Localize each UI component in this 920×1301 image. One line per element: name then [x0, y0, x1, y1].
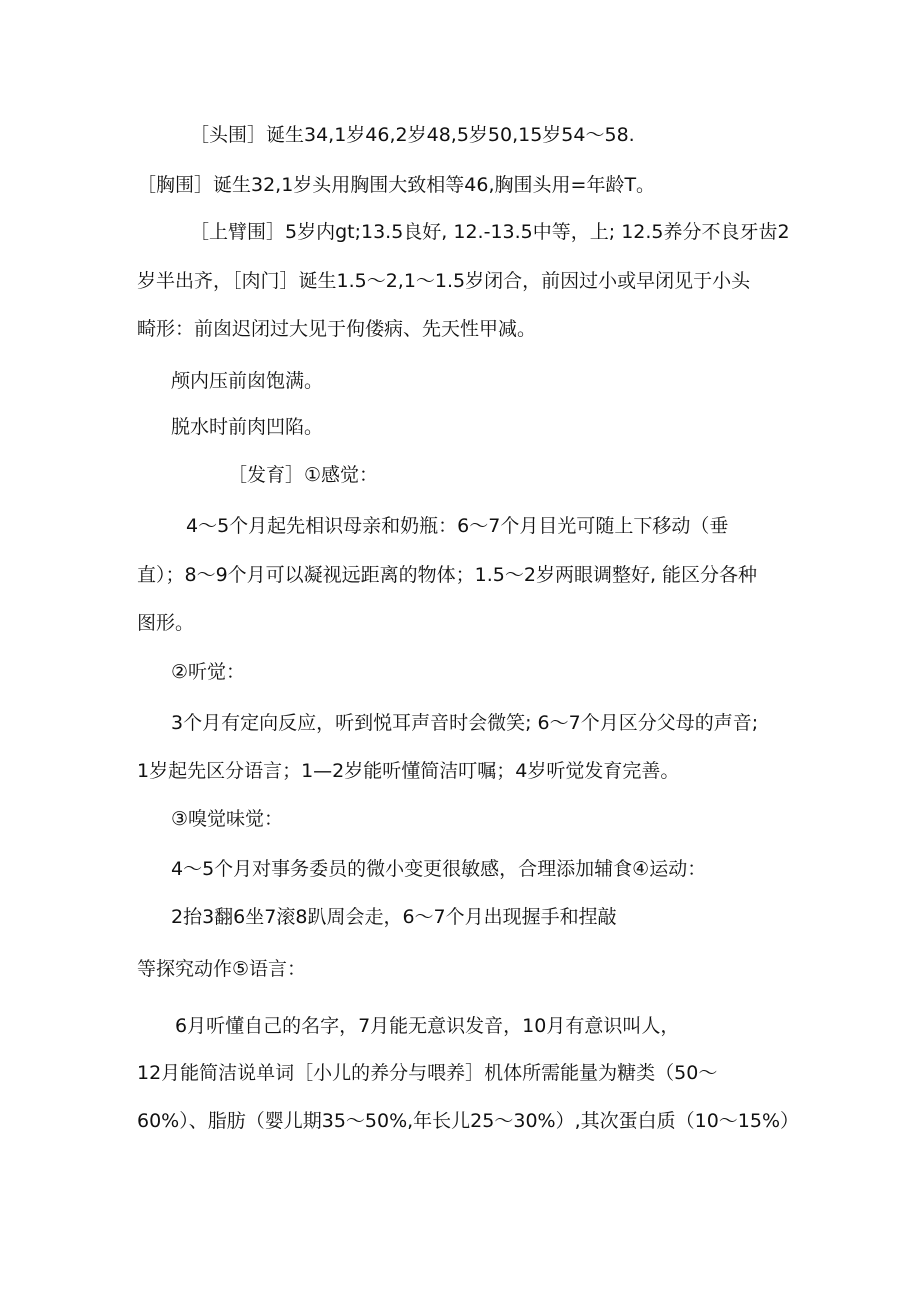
- text-line-nutrition-2: 60%）、脂肪（婴儿期35〜50%,年长儿25〜30%）,其次蛋白质（10〜15%）: [137, 1110, 800, 1132]
- text-line-intracranial: 颅内压前囱饱满。: [171, 370, 324, 392]
- text-line-hearing-2: 1岁起先区分语言；1—2岁能听懂简洁叮嘱；4岁听觉发育完善。: [137, 760, 680, 782]
- text-line-fontanelle-cont: 畸形：前囱迟闭过大见于佝偻病、先天性甲减。: [137, 318, 537, 340]
- text-line-senses-2: 直）；8〜9个月可以凝视远距离的物体；1.5〜2岁两眼调整好, 能区分各种: [137, 564, 758, 586]
- text-line-smell-heading: ③嗅觉味觉：: [171, 808, 284, 830]
- text-line-motor: 2抬3翻6坐7滚8趴周会走，6〜7个月出现握手和捏敲: [171, 906, 617, 928]
- text-line-smell-1: 4〜5个月对事务委员的微小变更很敏感，合理添加辅食④运动：: [171, 858, 707, 880]
- text-line-hearing-heading: ②听觉：: [171, 661, 246, 683]
- text-line-nutrition-1: 12月能简洁说单词［小儿的养分与喂养］机体所需能量为糖类（50〜: [137, 1062, 718, 1084]
- text-line-senses-3: 图形。: [137, 612, 195, 634]
- text-line-hearing-1: 3个月有定向反应，听到悦耳声音时会微笑; 6〜7个月区分父母的声音;: [171, 712, 759, 734]
- text-line-head-circumference: ［头围］诞生34,1岁46,2岁48,5岁50,15岁54〜58.: [190, 124, 635, 146]
- text-line-senses-1: 4〜5个月起先相识母亲和奶瓶：6〜7个月目光可随上下移动（垂: [186, 515, 729, 537]
- text-line-dehydration: 脱水时前肉凹陷。: [171, 416, 324, 438]
- text-line-fontanelle: 岁半出齐，［肉门］诞生1.5〜2,1〜1.5岁闭合，前因过小或早闭见于小头: [137, 270, 751, 292]
- text-line-upper-arm: ［上臂围］5岁内gt;13.5良好, 12.-13.5中等，上; 12.5养分不良牙齿2: [190, 221, 790, 243]
- text-line-chest-circumference: ［胸围］诞生32,1岁头用胸围大致相等46,胸围头用=年龄T。: [137, 174, 656, 196]
- text-line-language-1: 6月听懂自己的名字，7月能无意识发音，10月有意识叫人，: [175, 1015, 680, 1037]
- text-line-development-heading: ［发育］①感觉：: [228, 464, 379, 486]
- text-line-language-heading: 等探究动作⑤语言：: [137, 958, 307, 980]
